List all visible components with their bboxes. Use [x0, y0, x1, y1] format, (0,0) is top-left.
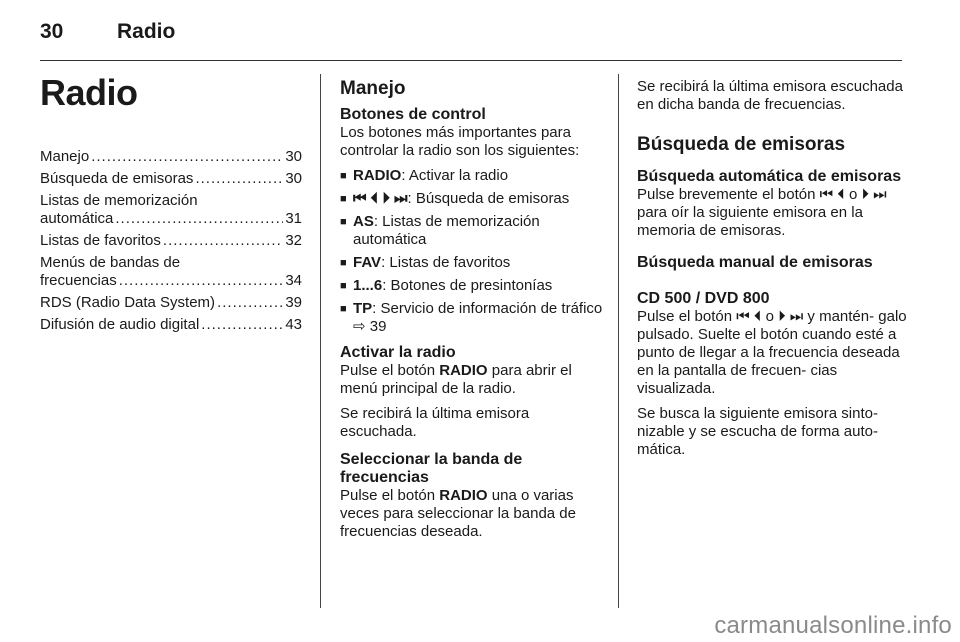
- page-number: 30: [40, 20, 64, 43]
- toc-entry[interactable]: Menús de bandas de frecuencias ..... 34: [40, 254, 302, 290]
- column-divider-left: [320, 74, 321, 608]
- running-header-title: Radio: [117, 20, 176, 43]
- toc-entry[interactable]: Búsqueda de emisoras ..... 30: [40, 170, 302, 188]
- paragraph: Los botones más importantes para controlar la radio son los siguientes:: [340, 124, 580, 159]
- seek-buttons-icon: ⏮ ⏴ ⏵ ⏭: [353, 190, 408, 207]
- toc-entry[interactable]: Listas de favoritos ..... 32: [40, 232, 302, 250]
- column-busqueda: [637, 78, 907, 466]
- toc-entry[interactable]: RDS (Radio Data System) ..... 39: [40, 294, 302, 312]
- paragraph: Se busca la siguiente emisora sinto- nizable y se escucha de forma auto- mática.: [637, 405, 878, 458]
- table-of-contents: [40, 72, 302, 338]
- list-item: ■ FAV: Listas de favoritos: [340, 254, 606, 272]
- control-buttons-list: [340, 167, 606, 336]
- chapter-title: Radio: [40, 72, 138, 113]
- toc-entry[interactable]: Listas de memorización automática ..... 31: [40, 192, 302, 228]
- subsection-heading: Activar la radio: [340, 344, 456, 361]
- toc-entry[interactable]: Manejo ..... 30: [40, 148, 302, 166]
- list-item: ■ ⏮ ⏴ ⏵ ⏭: Búsqueda de emisoras: [340, 190, 606, 208]
- column-divider-right: [618, 74, 619, 608]
- subsection-heading: Búsqueda automática de emisoras: [637, 168, 902, 185]
- subsection-heading: Seleccionar la banda de frecuencias: [340, 451, 523, 486]
- model-subheading: CD 500 / DVD 800: [637, 290, 770, 307]
- paragraph: Pulse el botón RADIO una o varias veces para seleccionar la banda de frecuencias deseada.: [340, 487, 576, 540]
- subsection-heading: Botones de control: [340, 106, 486, 123]
- toc-entry[interactable]: Difusión de audio digital ..... 43: [40, 316, 302, 334]
- list-item: ■ TP: Servicio de información de tráfico ⇨ 39: [340, 300, 606, 336]
- paragraph: Pulse el botón RADIO para abrir el menú principal de la radio.: [340, 362, 572, 397]
- paragraph: Se recibirá la última emisora escuchada en dicha banda de frecuencias.: [637, 78, 903, 113]
- column-manejo: [340, 78, 606, 548]
- paragraph: Pulse el botón ⏮ ⏴ o ⏵ ⏭ y mantén- galo pulsado. Suelte el botón cuando esté a punto de llegar a la frecuencia deseada en la pantalla de frecuen- cias visualizada.: [637, 308, 907, 397]
- list-item: ■ AS: Listas de memorización automática: [340, 213, 606, 249]
- list-item: ■ 1...6: Botones de presintonías: [340, 277, 606, 295]
- paragraph: Pulse brevemente el botón ⏮ ⏴ o ⏵ ⏭ para oír la siguiente emisora en la memoria de emisoras.: [637, 186, 887, 239]
- paragraph: Se recibirá la última emisora escuchada.: [340, 405, 530, 440]
- subsection-heading: Búsqueda manual de emisoras: [637, 254, 873, 271]
- watermark: carmanualsonline.info: [714, 612, 952, 639]
- header-rule: [40, 60, 902, 61]
- section-heading: Manejo: [340, 78, 406, 99]
- list-item: ■ RADIO: Activar la radio: [340, 167, 606, 185]
- section-heading: Búsqueda de emisoras: [637, 134, 846, 155]
